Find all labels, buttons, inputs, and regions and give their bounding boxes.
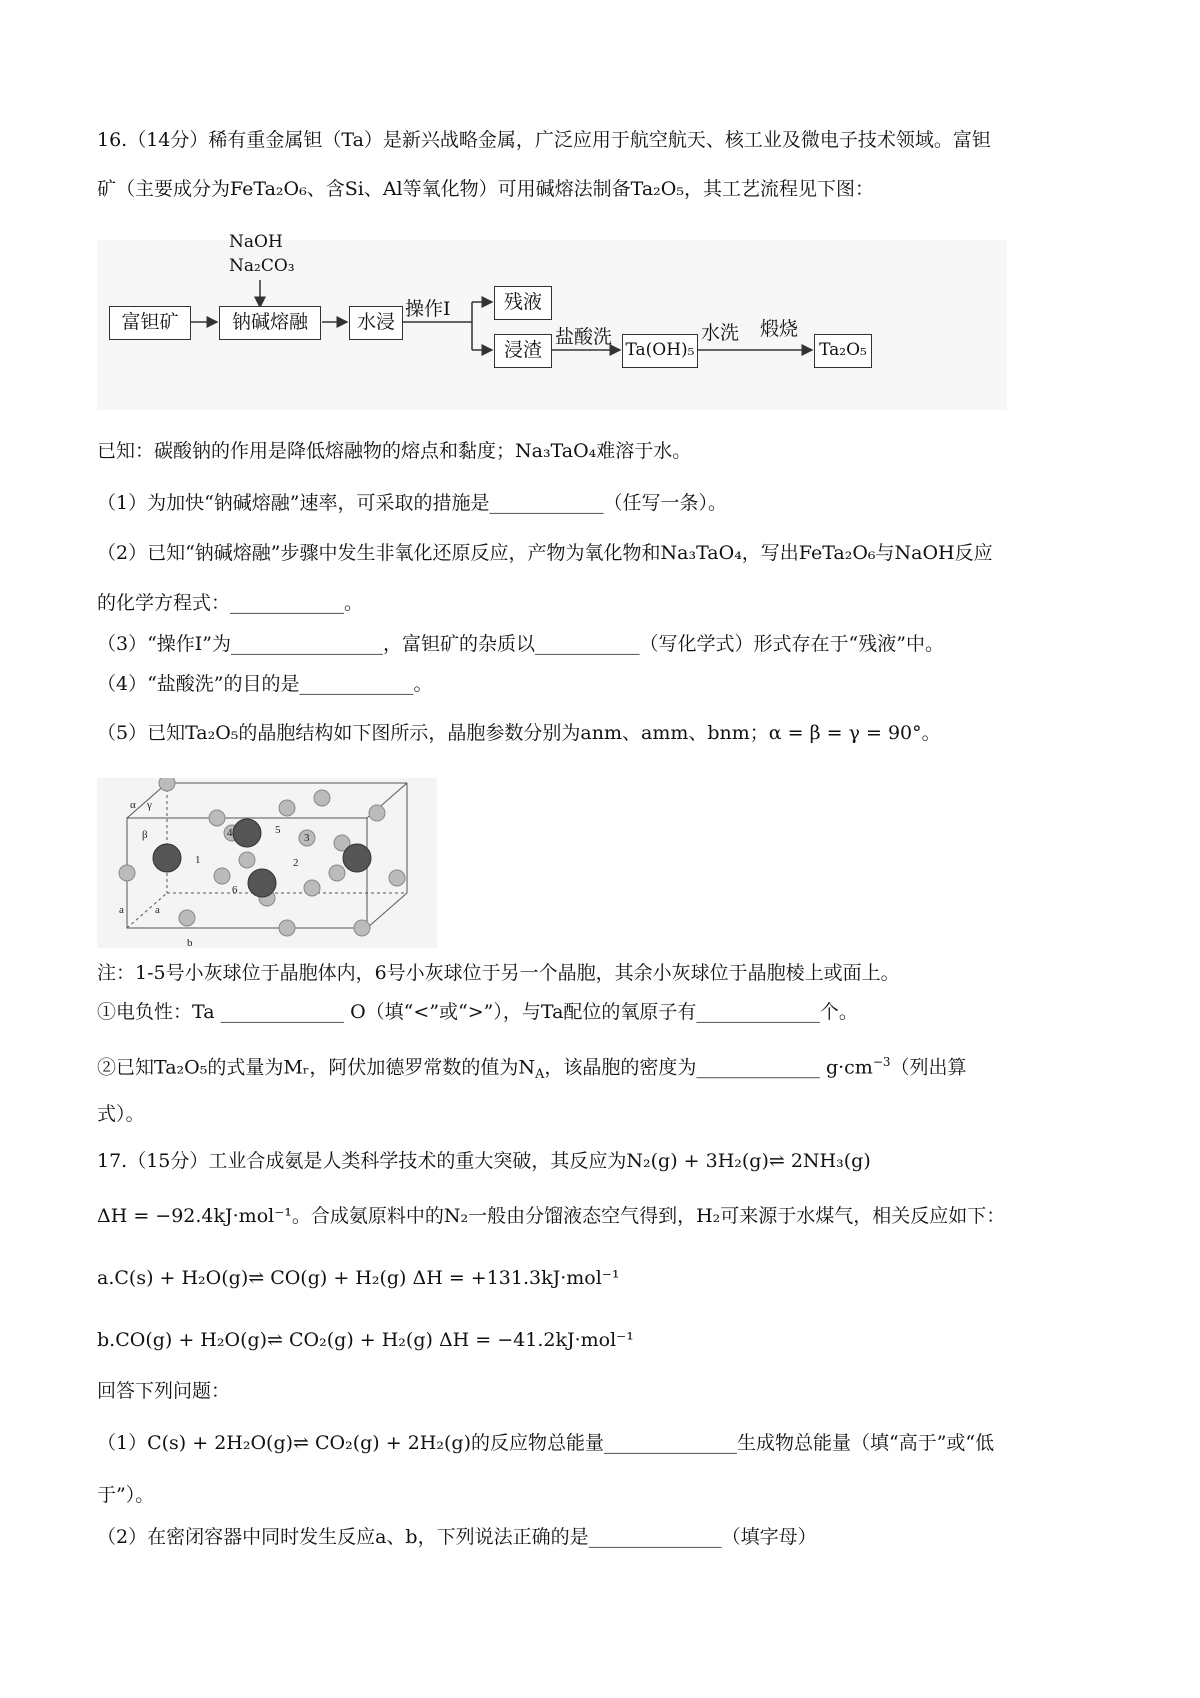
flow-label-operation-1: 操作Ⅰ [405,298,451,320]
flow-box-leach-residue: 浸渣 [494,334,552,368]
q16-sub2-unit-exponent: −3 [872,1055,891,1069]
q16-part2-line1: （2）已知“钠碱熔融”步骤中发生非氧化还原反应，产物为氧化物和Na₃TaO₄，写出FeTa₂O₆与NaOH反应 [97,542,993,564]
atom-1-label: 1 [195,854,201,866]
q16-sub2-line1 [97,1049,967,1088]
atom-4-label: 4 [227,827,233,839]
q16-line2: 矿（主要成分为FeTa₂O₆、含Si、Al等氧化物）可用碱熔法制备Ta₂O₅，其工艺流程见下图： [97,178,874,200]
flow-box-ta2o5: Ta₂O₅ [814,334,872,368]
q16-line1: 16.（14分）稀有重金属钽（Ta）是新兴战略金属，广泛应用于航空航天、核工业及微电子技术领域。富钽 [97,129,991,151]
flow-box-residual-liquid: 残液 [494,286,552,320]
q17-intro: 回答下列问题： [97,1380,231,1402]
q16-known: 已知：碳酸钠的作用是降低熔融物的熔点和黏度；Na₃TaO₄难溶于水。 [97,440,692,462]
edge-a-label-2: a [155,904,160,916]
flow-box-ore: 富钽矿 [109,306,191,340]
q16-part3: （3）“操作Ⅰ”为________________，富钽矿的杂质以___________（写化学式）形式存在于“残液”中。 [97,633,944,655]
q16-sub2-text-b: ，该晶胞的密度为_____________ g·cm [544,1056,873,1079]
flow-box-alkali-fusion: 钠碱熔融 [219,306,321,340]
q16-sub1: ①电负性：Ta _____________ O（填“<”或“>”），与Ta配位的氧原子有_____________个。 [97,1001,858,1023]
edge-b-label: b [187,937,193,948]
q16-sub2-avogadro-subscript: A [535,1067,545,1083]
crystal-cell-figure [97,778,437,948]
q17-line2: ΔH = −92.4kJ·mol⁻¹。合成氨原料中的N₂一般由分馏液态空气得到，H₂可来源于水煤气，相关反应如下： [97,1205,1006,1227]
flow-box-ta-oh5: Ta(OH)₅ [622,334,698,368]
reagent-na2co3: Na₂CO₃ [229,256,295,276]
q17-reaction-b: b.CO(g) + H₂O(g)⇌ CO₂(g) + H₂(g) ΔH = −41.2kJ·mol⁻¹ [97,1329,634,1351]
atom-5-label: 5 [275,824,281,836]
reagent-naoh: NaOH [229,232,283,252]
angle-alpha-label: α [130,799,136,811]
flow-box-water-leach: 水浸 [349,306,403,340]
flow-label-calcine: 煅烧 [760,318,799,340]
q16-sub2-text-c: （列出算 [890,1056,967,1079]
q17-part1-line2: 于”）。 [97,1484,155,1506]
q16-sub2-line2: 式）。 [97,1103,145,1125]
flow-label-water-wash: 水洗 [701,322,740,344]
edge-a-label-1: a [119,904,124,916]
q17-part2: （2）在密闭容器中同时发生反应a、b，下列说法正确的是______________（填字母） [97,1526,817,1548]
q17-part1-line1: （1）C(s) + 2H₂O(g)⇌ CO₂(g) + 2H₂(g)的反应物总能量______________生成物总能量（填“高于”或“低 [97,1432,995,1454]
q16-part2-line2: 的化学方程式：____________。 [97,592,364,614]
q16-part5: （5）已知Ta₂O₅的晶胞结构如下图所示，晶胞参数分别为anm、amm、bnm；α = β = γ = 90°。 [97,722,941,744]
q17-reaction-a: a.C(s) + H₂O(g)⇌ CO(g) + H₂(g) ΔH = +131.3kJ·mol⁻¹ [97,1267,620,1289]
atom-2-label: 2 [293,857,299,869]
q16-part4: （4）“盐酸洗”的目的是____________。 [97,673,433,695]
atom-6-label: 6 [232,884,238,896]
flow-label-acid-wash: 盐酸洗 [555,326,613,348]
q16-sub2-text-a: ②已知Ta₂O₅的式量为Mᵣ，阿伏加德罗常数的值为N [97,1056,536,1079]
q16-note: 注：1-5号小灰球位于晶胞体内，6号小灰球位于另一个晶胞，其余小灰球位于晶胞棱上或面上。 [97,962,900,984]
q16-part1: （1）为加快“钠碱熔融”速率，可采取的措施是____________（任写一条）。 [97,492,728,514]
angle-beta-label: β [142,829,148,841]
atom-3-label: 3 [304,832,310,844]
angle-gamma-label: γ [147,799,152,811]
q17-line1: 17.（15分）工业合成氨是人类科学技术的重大突破，其反应为N₂(g) + 3H₂(g)⇌ 2NH₃(g) [97,1150,871,1172]
unit-cell-drawing [97,778,437,948]
process-flow-diagram [97,232,1007,410]
